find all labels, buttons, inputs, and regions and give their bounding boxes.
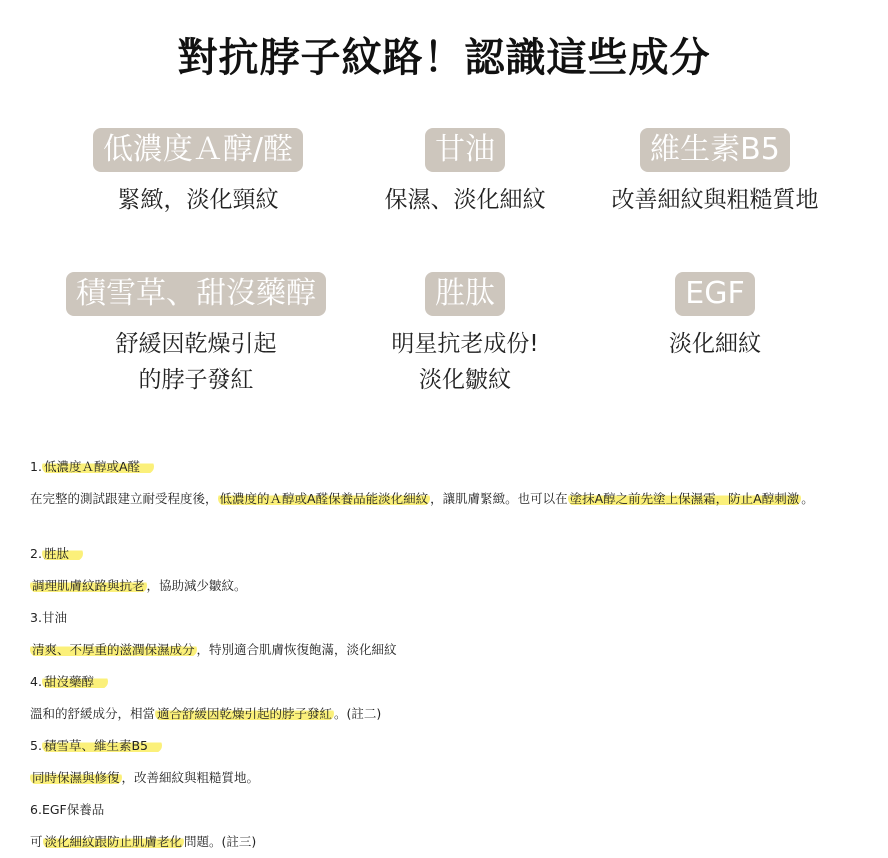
section-title: 甘油 bbox=[41, 610, 67, 625]
ingredient-card-centella bbox=[40, 272, 352, 398]
ingredient-desc: 保濕、淡化細紋 bbox=[384, 187, 546, 213]
ingredient-desc bbox=[340, 326, 590, 398]
ingredient-tag: 甘油 bbox=[425, 128, 505, 172]
ingredient-tag: 維生素B5 bbox=[640, 128, 790, 172]
ingredient-card-vitamin-b5 bbox=[590, 128, 840, 218]
section-title: 甜沒藥醇 bbox=[42, 674, 108, 689]
ingredient-desc: 改善細紋與粗糙質地 bbox=[611, 187, 819, 213]
section-heading: 3.甘油 bbox=[30, 610, 67, 625]
ingredient-desc bbox=[40, 326, 352, 398]
section-title: 積雪草、維生素B5 bbox=[42, 738, 162, 753]
page-title: 對抗脖子紋路！認識這些成分 bbox=[177, 35, 711, 81]
section-paragraph: 在完整的測試跟建立耐受程度後， 低濃度的Ａ醇或A醛保養品能淡化細紋 ，讓肌膚緊緻。也可以在 塗抹A醇之前先塗上保濕霜，防止A醇刺激 。 bbox=[30, 491, 814, 506]
ingredient-tag: 積雪草、甜沒藥醇 bbox=[66, 272, 326, 316]
section-heading: 6.EGF保養品 bbox=[30, 802, 105, 817]
section-heading: 4. 甜沒藥醇 bbox=[30, 673, 108, 691]
ingredient-desc-line: 淡化皺紋 bbox=[419, 367, 511, 393]
section-heading: 1. 低濃度Ａ醇或A醛 bbox=[30, 458, 154, 476]
section-paragraph: 可 淡化細紋跟防止肌膚老化 問題。(註三) bbox=[30, 834, 257, 849]
ingredient-tag: 胜肽 bbox=[425, 272, 505, 316]
ingredient-desc: 淡化細紋 bbox=[669, 331, 761, 357]
section-paragraph: 清爽、不厚重的滋潤保濕成分 ，特別適合肌膚恢復飽滿，淡化細紋 bbox=[32, 642, 397, 657]
ingredient-card-egf bbox=[590, 272, 840, 362]
section-paragraph: 溫和的舒緩成分，相當 適合舒緩因乾燥引起的脖子發紅 。(註二) bbox=[30, 706, 382, 721]
ingredient-tag: EGF bbox=[675, 272, 754, 316]
ingredient-desc-line: 舒緩因乾燥引起 bbox=[115, 331, 277, 357]
section-title: EGF保養品 bbox=[41, 802, 105, 817]
section-title: 胜肽 bbox=[42, 546, 83, 561]
ingredient-tag: 低濃度Ａ醇/醛 bbox=[93, 128, 303, 172]
section-paragraph: 同時保濕與修復 ，改善細紋與粗糙質地。 bbox=[32, 770, 260, 785]
ingredient-desc: 緊緻，淡化頸紋 bbox=[117, 187, 279, 213]
section-title: 低濃度Ａ醇或A醛 bbox=[42, 459, 154, 474]
section-heading: 5. 積雪草、維生素B5 bbox=[30, 737, 162, 755]
section-paragraph: 調理肌膚紋路與抗老 ，協助減少皺紋。 bbox=[32, 578, 247, 593]
ingredient-card-peptide bbox=[340, 272, 590, 398]
ingredient-desc-line: 的脖子發紅 bbox=[138, 367, 254, 393]
ingredient-card-retinol bbox=[48, 128, 348, 218]
section-heading: 2. 胜肽 bbox=[30, 545, 83, 563]
ingredient-desc-line: 明星抗老成份! bbox=[391, 331, 539, 357]
ingredient-card-glycerin bbox=[340, 128, 590, 218]
